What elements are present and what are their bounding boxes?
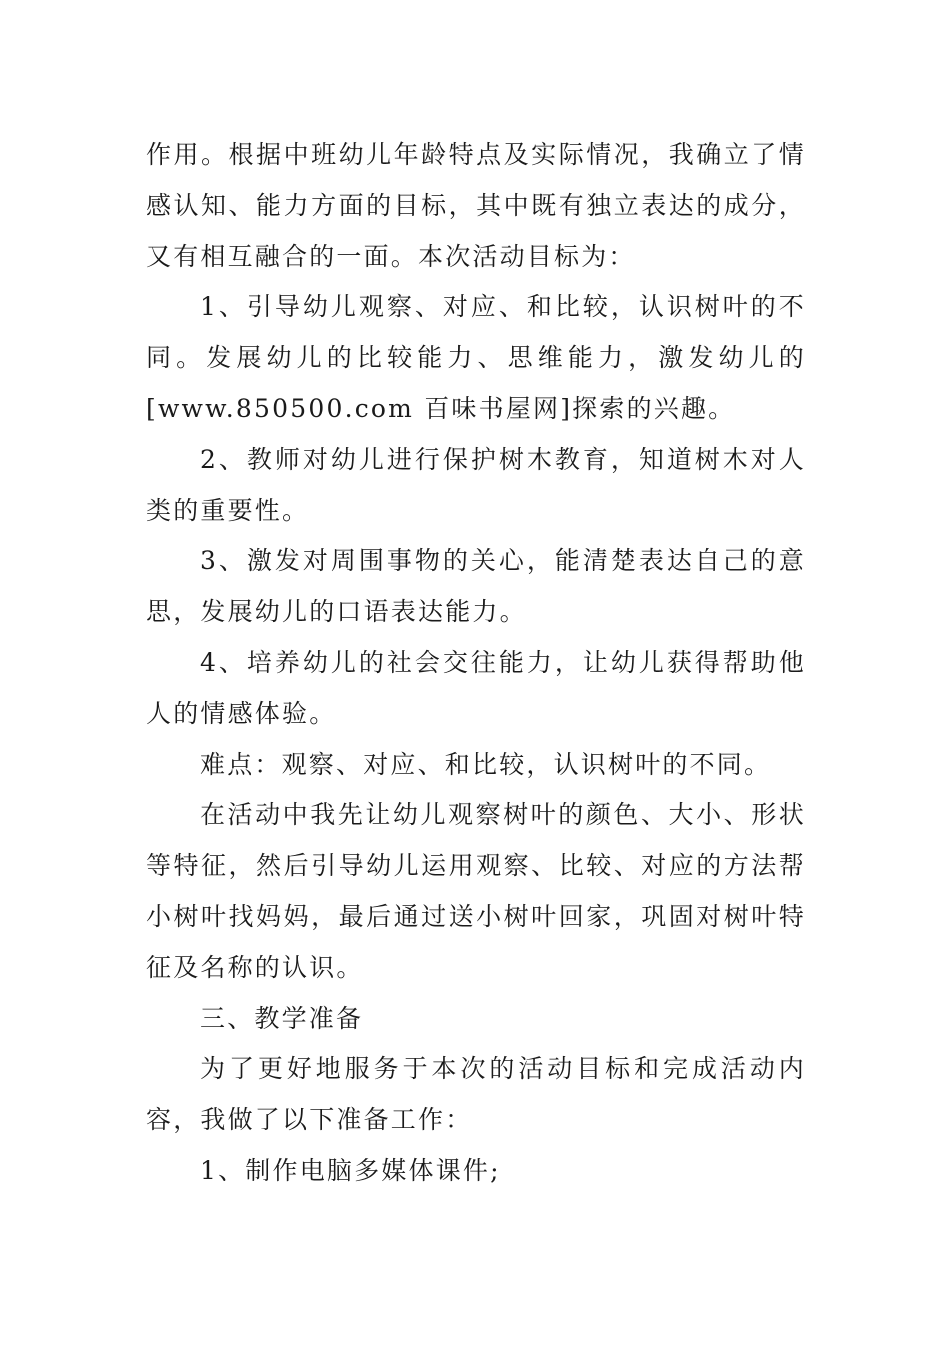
paragraph-difficulty: 难点：观察、对应、和比较，认识树叶的不同。: [200, 749, 772, 779]
section-heading-teaching-preparation: 三、教学准备: [200, 1003, 364, 1033]
paragraph-preparation-item-1: 1、制作电脑多媒体课件;: [200, 1155, 501, 1185]
paragraph-objectives-intro: 作用。根据中班幼儿年龄特点及实际情况，我确立了情感认知、能力方面的目标，其中既有独立表达的成分，又有相互融合的一面。本次活动目标为：: [146, 140, 806, 271]
paragraph-objective-4: 4、培养幼儿的社会交往能力，让幼儿获得帮助他人的情感体验。: [146, 647, 806, 728]
paragraph-activity-description: 在活动中我先让幼儿观察树叶的颜色、大小、形状等特征，然后引导幼儿运用观察、比较、对应的方法帮小树叶找妈妈，最后通过送小树叶回家，巩固对树叶特征及名称的认识。: [146, 800, 806, 982]
document-body: [146, 130, 806, 1197]
paragraph-preparation-intro: 为了更好地服务于本次的活动目标和完成活动内容，我做了以下准备工作：: [146, 1054, 806, 1135]
paragraph-objective-2: 2、教师对幼儿进行保护树木教育，知道树木对人类的重要性。: [146, 444, 806, 525]
paragraph-objective-3: 3、激发对周围事物的关心，能清楚表达自己的意思，发展幼儿的口语表达能力。: [146, 546, 806, 627]
paragraph-objective-1: 1、引导幼儿观察、对应、和比较，认识树叶的不同。发展幼儿的比较能力、思维能力，激发幼儿的[www.850500.com 百味书屋网]探索的兴趣。: [146, 292, 806, 423]
